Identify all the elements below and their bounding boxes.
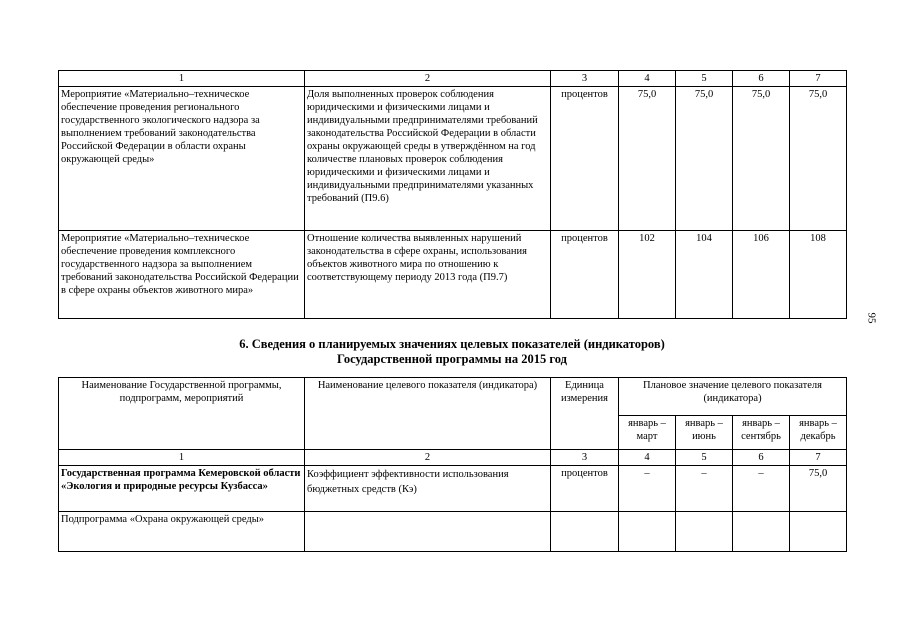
- value-cell: 104: [676, 231, 733, 319]
- program-cell: Государственная программа Кемеровской области «Экология и природные ресурсы Кузбасса»: [59, 466, 305, 512]
- value-cell: [790, 512, 847, 552]
- table1-col-number: 6: [733, 71, 790, 87]
- table1-col-number: 4: [619, 71, 676, 87]
- unit-cell: процентов: [551, 231, 619, 319]
- value-cell: 75,0: [790, 87, 847, 231]
- table1-col-number: 5: [676, 71, 733, 87]
- program-cell: Подпрограмма «Охрана окружающей среды»: [59, 512, 305, 552]
- table2-header-row: [59, 378, 847, 416]
- header-period: январь – март: [619, 416, 676, 450]
- table1-col-number: 1: [59, 71, 305, 87]
- indicators-table-continued: [58, 70, 847, 319]
- unit-cell: процентов: [551, 87, 619, 231]
- unit-cell: процентов: [551, 466, 619, 512]
- indicator-cell: Доля выполненных проверок соблюдения юридическими и физическими лицами и индивидуальными предпринимателями требований законодательства Российской Федерации в области охраны окружающей среды в утверждённом на год количестве плановых проверок соблюдения юридическими и физическими лицами и индивидуальными предпринимателями указанных требований (П9.6): [305, 87, 551, 231]
- table1-number-row: [59, 71, 847, 87]
- measure-cell: Мероприятие «Материально–техническое обеспечение проведения комплексного государственного надзора за выполнением требований законодательства Российской Федерации в сфере охраны объектов животного мира»: [59, 231, 305, 319]
- value-cell: 102: [619, 231, 676, 319]
- table2-col-number: 3: [551, 450, 619, 466]
- header-planned-value: Плановое значение целевого показателя (индикатора): [619, 378, 847, 416]
- table-row: [59, 512, 847, 552]
- value-cell: [733, 512, 790, 552]
- header-indicator: Наименование целевого показателя (индикатора): [305, 378, 551, 450]
- table1-col-number: 3: [551, 71, 619, 87]
- page-number: 95: [865, 312, 878, 324]
- table1-col-number: 2: [305, 71, 551, 87]
- indicator-cell: [305, 512, 551, 552]
- value-cell: [619, 512, 676, 552]
- value-cell: 108: [790, 231, 847, 319]
- header-program: Наименование Государственной программы, подпрограмм, мероприятий: [59, 378, 305, 450]
- planned-indicators-table: [58, 377, 847, 552]
- table2-col-number: 7: [790, 450, 847, 466]
- header-period: январь – июнь: [676, 416, 733, 450]
- table2-number-row: [59, 450, 847, 466]
- header-period: январь – декабрь: [790, 416, 847, 450]
- table2-col-number: 4: [619, 450, 676, 466]
- measure-cell: Мероприятие «Материально–техническое обеспечение проведения регионального государственного экологического надзора за выполнением требований законодательства Российской Федерации в области охраны окружающей среды»: [59, 87, 305, 231]
- table1-col-number: 7: [790, 71, 847, 87]
- indicator-text: Коэффициент эффективности использования бюджетных средств (Кэ): [307, 469, 509, 495]
- value-cell: 75,0: [619, 87, 676, 231]
- table2-col-number: 1: [59, 450, 305, 466]
- indicator-cell: Отношение количества выявленных нарушений законодательства в сфере охраны, использования объектов животного мира по отношению к соответствующему периоду 2013 года (П9.7): [305, 231, 551, 319]
- section-title-line: 6. Сведения о планируемых значениях целевых показателей (индикаторов): [239, 337, 665, 351]
- value-cell: –: [676, 466, 733, 512]
- section-title-line: Государственной программы на 2015 год: [337, 352, 567, 366]
- table-row: [59, 231, 847, 319]
- value-cell: 106: [733, 231, 790, 319]
- value-cell: [676, 512, 733, 552]
- table-row: [59, 87, 847, 231]
- header-unit: Единица измерения: [551, 378, 619, 450]
- header-period: январь – сентябрь: [733, 416, 790, 450]
- value-cell: –: [733, 466, 790, 512]
- unit-cell: [551, 512, 619, 552]
- table-row: [59, 466, 847, 512]
- value-cell: –: [619, 466, 676, 512]
- table2-col-number: 6: [733, 450, 790, 466]
- section-title: [58, 337, 846, 367]
- indicator-cell: [305, 466, 551, 512]
- value-cell: 75,0: [733, 87, 790, 231]
- table2-col-number: 2: [305, 450, 551, 466]
- value-cell: 75,0: [790, 466, 847, 512]
- table2-col-number: 5: [676, 450, 733, 466]
- value-cell: 75,0: [676, 87, 733, 231]
